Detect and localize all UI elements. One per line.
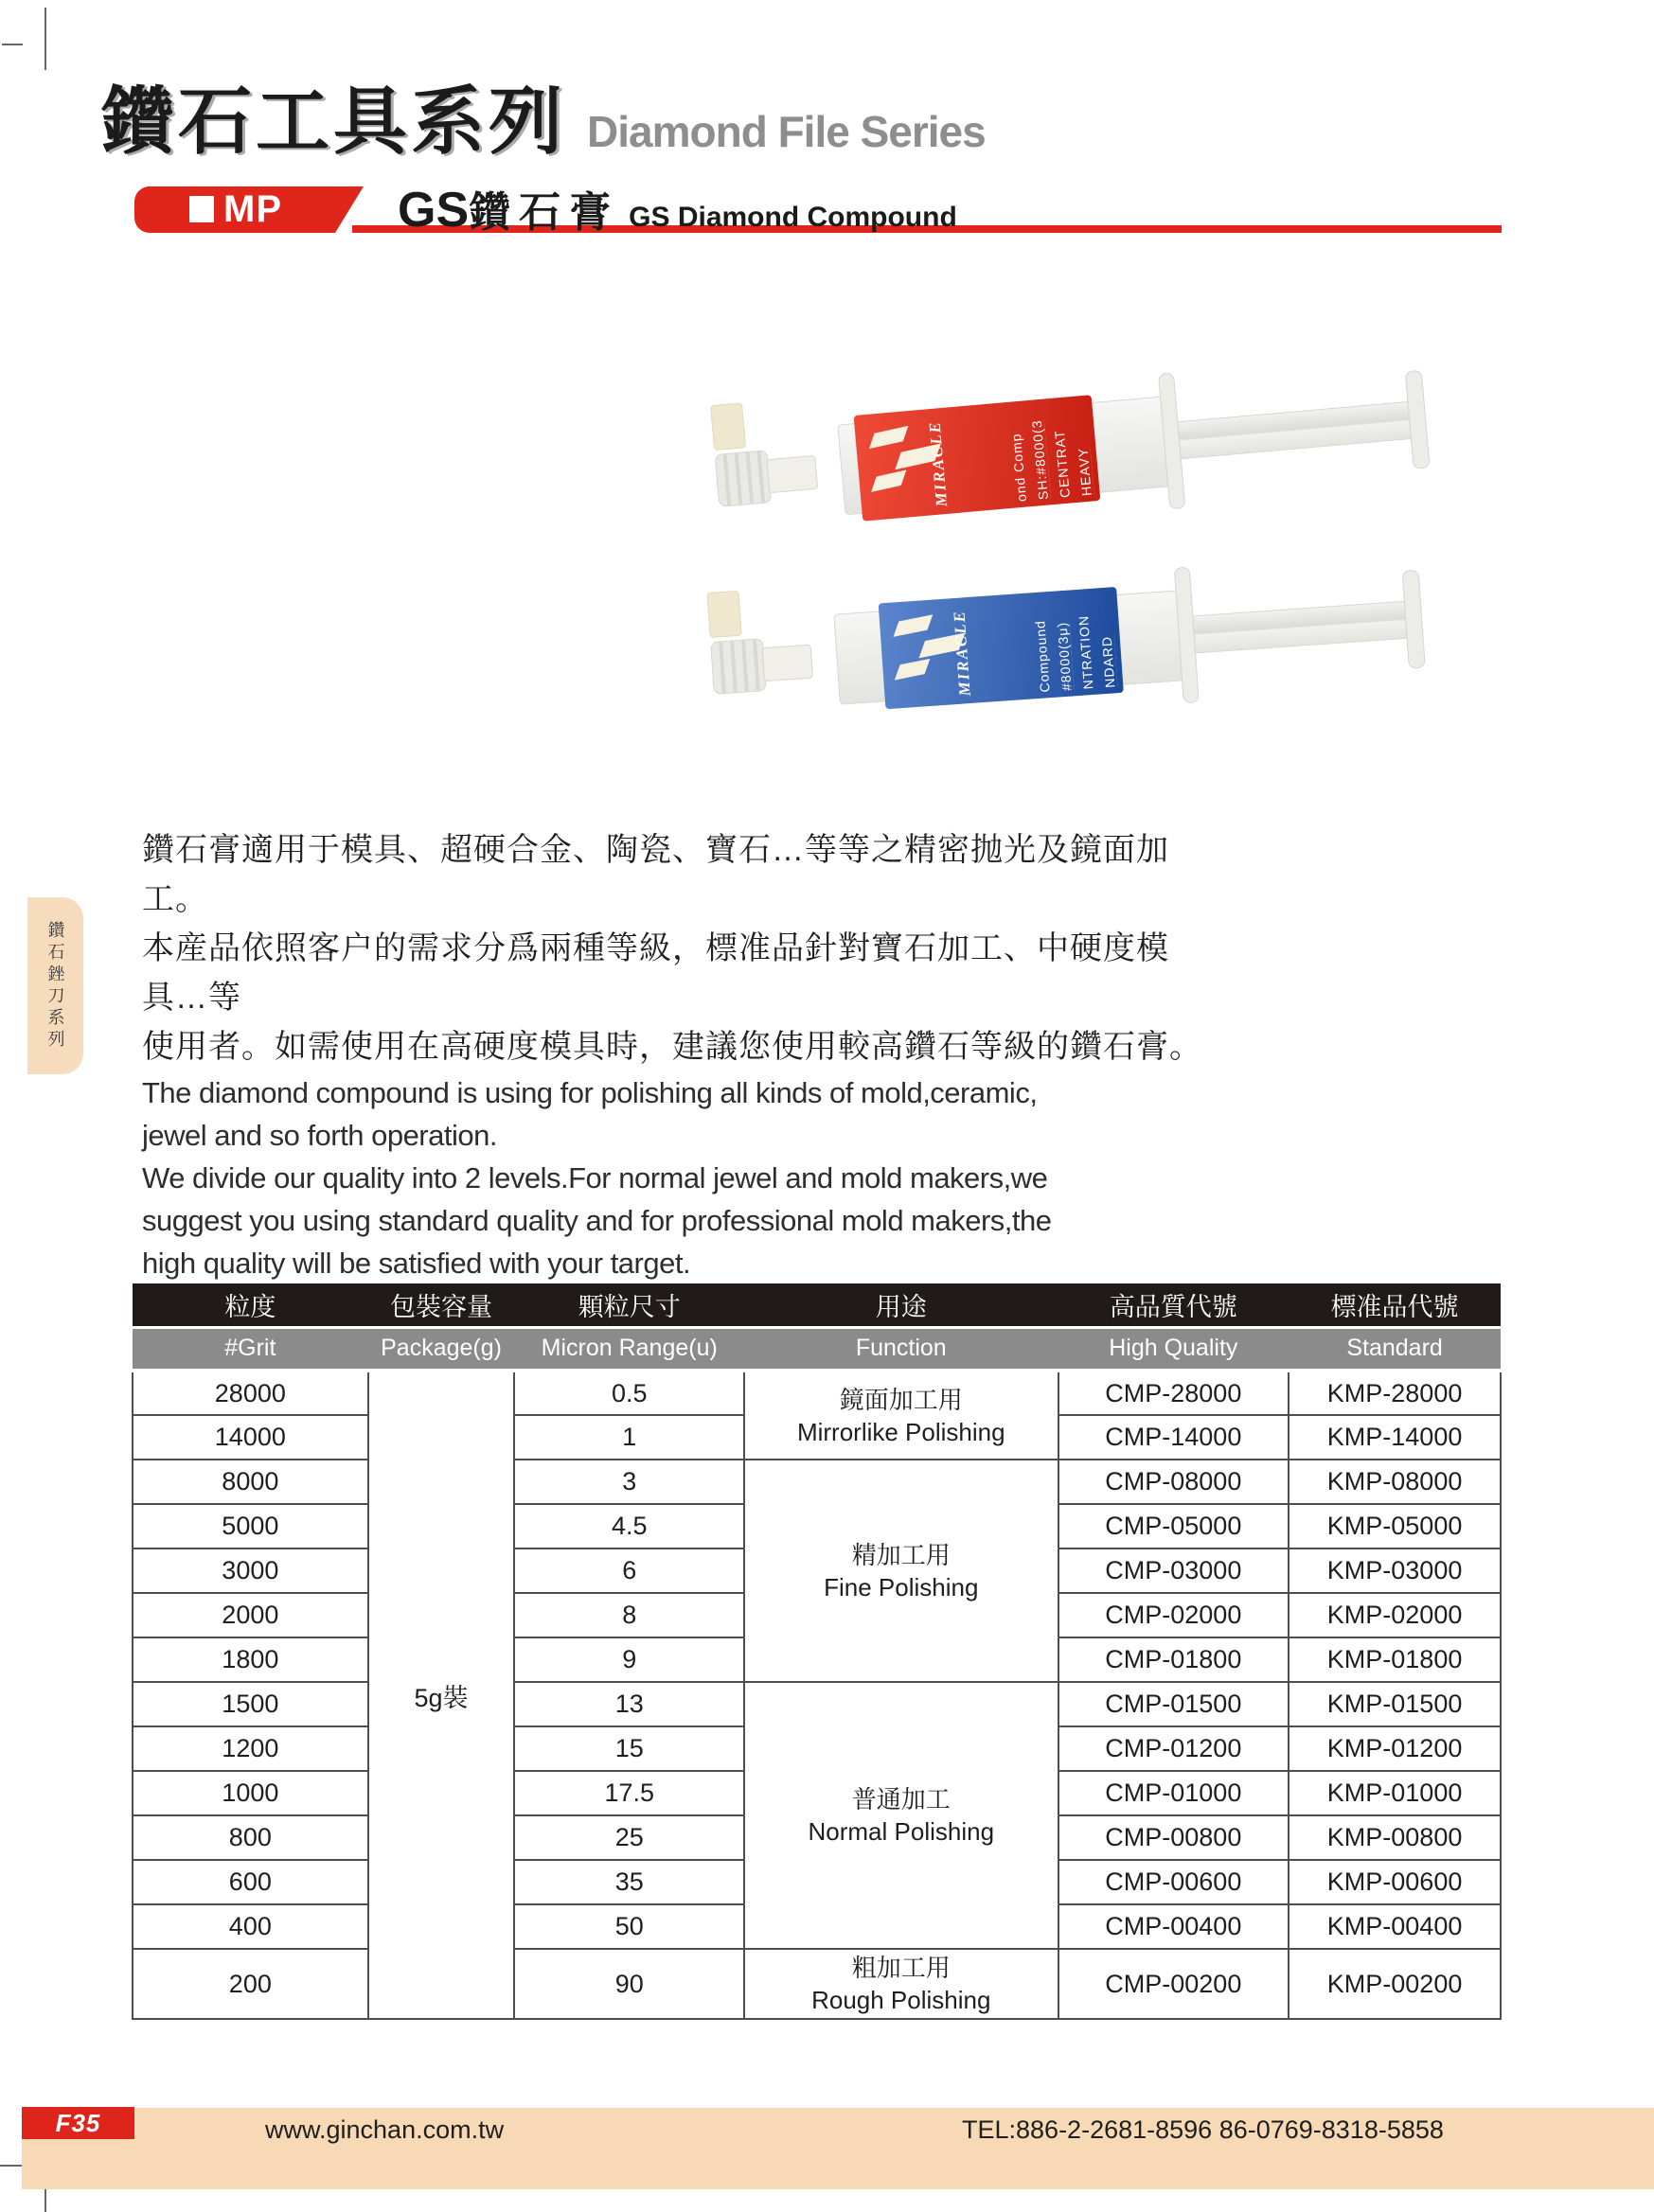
brand-name: MIRACLE — [950, 609, 974, 698]
footer-telephone: TEL:886-2-2681-8596 86-0769-8318-5858 — [962, 2115, 1444, 2144]
function-cell — [744, 1371, 1058, 1460]
col-header: 高品質代號 — [1058, 1283, 1289, 1327]
grit-cell: 1500 — [133, 1682, 368, 1726]
micron-cell: 0.5 — [514, 1371, 744, 1415]
table-row — [133, 1371, 1501, 1415]
syringe-thumb-rest — [1402, 570, 1426, 669]
cmp-code-cell: CMP-28000 — [1058, 1371, 1289, 1415]
cmp-code-cell: CMP-01000 — [1058, 1771, 1289, 1815]
label-line: CENTRAT — [1051, 429, 1073, 499]
col-header: 粒度 — [133, 1283, 368, 1327]
syringe-plunger — [1177, 401, 1414, 459]
subtitle-zh: 鑽石膏 — [469, 189, 620, 236]
page-title — [100, 62, 986, 168]
spec-table — [132, 1283, 1502, 2020]
subtitle-en: GS Diamond Compound — [629, 202, 957, 233]
label-line: Compound — [1032, 619, 1053, 694]
blue-syringe-label — [879, 587, 1124, 709]
col-header: 顆粒尺寸 — [514, 1283, 744, 1327]
cmp-code-cell: CMP-01500 — [1058, 1682, 1289, 1726]
micron-cell: 90 — [514, 1949, 744, 2019]
description-en-line: We divide our quality into 2 levels.For normal jewel and mold makers,we — [142, 1161, 1048, 1194]
micron-cell: 9 — [514, 1637, 744, 1682]
function-en: Rough Polishing — [811, 1986, 991, 2014]
description-en-line: high quality will be satisfied with your target. — [142, 1247, 691, 1280]
kmp-code-cell: KMP-00600 — [1289, 1860, 1501, 1904]
grit-cell: 14000 — [133, 1415, 368, 1460]
micron-cell: 3 — [514, 1460, 744, 1504]
grit-cell: 2000 — [133, 1593, 368, 1637]
mp-brand-badge — [134, 186, 335, 233]
col-header: Standard — [1289, 1327, 1501, 1371]
mp-badge-label: MP — [223, 188, 282, 230]
label-line: ond Comp — [1007, 432, 1030, 503]
brand-name: MIRACLE — [925, 419, 951, 508]
logo-bar-icon — [895, 659, 931, 681]
logo-bar-icon — [871, 469, 906, 491]
cmp-code-cell: CMP-05000 — [1058, 1504, 1289, 1548]
miracle-logo — [879, 597, 981, 710]
kmp-code-cell: KMP-02000 — [1289, 1593, 1501, 1637]
footer-website: www.ginchan.com.tw — [265, 2115, 505, 2144]
section-subtitle — [398, 178, 957, 239]
function-zh: 普通加工 — [851, 1785, 951, 1814]
crop-mark-bottom-horizontal — [0, 2165, 22, 2167]
description-en-line: jewel and so forth operation. — [142, 1119, 497, 1152]
function-cell — [744, 1460, 1058, 1682]
syringe-plunger — [1192, 601, 1410, 654]
table-row — [133, 1460, 1501, 1504]
red-syringe-product-image — [710, 341, 1459, 556]
col-header: 包裝容量 — [368, 1283, 515, 1327]
cmp-code-cell: CMP-00400 — [1058, 1904, 1289, 1949]
grit-cell: 5000 — [133, 1504, 368, 1548]
header-row-zh — [133, 1283, 1501, 1327]
label-line: NTRATION — [1076, 614, 1096, 690]
function-en: Fine Polishing — [824, 1572, 979, 1601]
miracle-logo — [854, 407, 958, 521]
grit-cell: 1200 — [133, 1726, 368, 1771]
micron-cell: 6 — [514, 1548, 744, 1593]
table-row — [133, 1949, 1501, 2019]
syringe-thumb-rest — [1405, 370, 1431, 469]
red-syringe-label — [854, 395, 1101, 522]
grit-cell: 3000 — [133, 1548, 368, 1593]
kmp-code-cell: KMP-05000 — [1289, 1504, 1501, 1548]
function-zh: 鏡面加工用 — [839, 1385, 963, 1414]
cmp-code-cell: CMP-08000 — [1058, 1460, 1289, 1504]
function-zh: 粗加工用 — [851, 1954, 951, 1982]
col-header: 用途 — [744, 1283, 1058, 1327]
subtitle-gs: GS — [398, 183, 470, 238]
kmp-code-cell: KMP-01800 — [1289, 1637, 1501, 1682]
col-header: Package(g) — [368, 1327, 515, 1371]
description-zh-line: 鑽石膏適用于模具、超硬合金、陶瓷、寶石…等等之精密抛光及鏡面加工。 — [142, 832, 1169, 917]
product-description — [142, 825, 1212, 1284]
table-row — [133, 1682, 1501, 1726]
grit-cell: 400 — [133, 1904, 368, 1949]
syringe-paste — [706, 591, 741, 638]
kmp-code-cell: KMP-00200 — [1289, 1949, 1501, 2019]
grit-cell: 1000 — [133, 1771, 368, 1815]
micron-cell: 8 — [514, 1593, 744, 1637]
syringe-paste — [710, 402, 746, 451]
micron-cell: 25 — [514, 1815, 744, 1860]
sidebar-series-tab — [27, 897, 83, 1074]
kmp-code-cell: KMP-01500 — [1289, 1682, 1501, 1726]
syringe-cap — [715, 450, 773, 507]
grit-cell: 600 — [133, 1860, 368, 1904]
micron-cell: 35 — [514, 1860, 744, 1904]
description-en-line: suggest you using standard quality and for professional mold makers,the — [142, 1204, 1052, 1237]
cmp-code-cell: CMP-01200 — [1058, 1726, 1289, 1771]
grit-cell: 28000 — [133, 1371, 368, 1415]
cmp-code-cell: CMP-03000 — [1058, 1548, 1289, 1593]
logo-bar-icon — [893, 614, 933, 637]
col-header: Function — [744, 1327, 1058, 1371]
mp-badge-square-icon — [189, 196, 214, 222]
col-header: 標准品代號 — [1289, 1283, 1501, 1327]
kmp-code-cell: KMP-08000 — [1289, 1460, 1501, 1504]
syringe-nozzle — [766, 455, 818, 493]
kmp-code-cell: KMP-03000 — [1289, 1548, 1501, 1593]
grit-cell: 800 — [133, 1815, 368, 1860]
kmp-code-cell: KMP-28000 — [1289, 1371, 1501, 1415]
footer-band — [22, 2108, 1654, 2189]
function-cell — [744, 1949, 1058, 2019]
label-text-lines — [949, 395, 1100, 513]
cmp-code-cell: CMP-14000 — [1058, 1415, 1289, 1460]
page-number-badge — [22, 2107, 134, 2139]
page-title-zh: 鑽石工具系列 — [100, 80, 567, 163]
blue-syringe-product-image — [706, 541, 1453, 744]
function-cell — [744, 1682, 1058, 1949]
micron-cell: 50 — [514, 1904, 744, 1949]
micron-cell: 15 — [514, 1726, 744, 1771]
cmp-code-cell: CMP-02000 — [1058, 1593, 1289, 1637]
description-zh-line: 使用者。如需使用在高硬度模具時，建議您使用較高鑽石等級的鑽石膏。 — [142, 1029, 1202, 1065]
description-zh-line: 本産品依照客户的需求分爲兩種等級，標准品針對寶石加工、中硬度模具…等 — [142, 930, 1169, 1016]
grit-cell: 8000 — [133, 1460, 368, 1504]
function-en: Normal Polishing — [808, 1817, 995, 1846]
function-zh: 精加工用 — [851, 1540, 951, 1569]
cmp-code-cell: CMP-00800 — [1058, 1815, 1289, 1860]
cmp-code-cell: CMP-00200 — [1058, 1949, 1289, 2019]
micron-cell: 1 — [514, 1415, 744, 1460]
kmp-code-cell: KMP-00400 — [1289, 1904, 1501, 1949]
kmp-code-cell: KMP-00800 — [1289, 1815, 1501, 1860]
package-cell: 5g裝 — [368, 1371, 515, 2019]
description-en-line: The diamond compound is using for polishing all kinds of mold,ceramic, — [142, 1076, 1038, 1109]
label-line: SH:#8000(3 — [1028, 418, 1052, 501]
label-text-lines — [973, 587, 1124, 702]
kmp-code-cell: KMP-14000 — [1289, 1415, 1501, 1460]
micron-cell: 4.5 — [514, 1504, 744, 1548]
col-header: #Grit — [133, 1327, 368, 1371]
grit-cell: 200 — [133, 1949, 368, 2019]
kmp-code-cell: KMP-01200 — [1289, 1726, 1501, 1771]
cmp-code-cell: CMP-00600 — [1058, 1860, 1289, 1904]
micron-cell: 13 — [514, 1682, 744, 1726]
header-row-en — [133, 1327, 1501, 1371]
page-title-en: Diamond File Series — [587, 107, 986, 156]
label-line: HEAVY — [1075, 447, 1094, 497]
cmp-code-cell: CMP-01800 — [1058, 1637, 1289, 1682]
crop-mark-bottom-vertical — [44, 2189, 46, 2212]
syringe-cap — [710, 638, 767, 695]
page-number: F35 — [55, 2108, 101, 2137]
syringe-nozzle — [762, 645, 813, 682]
function-en: Mirrorlike Polishing — [796, 1417, 1005, 1446]
crop-mark-top-horizontal — [2, 44, 23, 45]
micron-cell: 17.5 — [514, 1771, 744, 1815]
grit-cell: 1800 — [133, 1637, 368, 1682]
label-line: #8000(3μ) — [1054, 621, 1075, 692]
crop-mark-top-vertical — [44, 8, 46, 70]
col-header: High Quality — [1058, 1327, 1289, 1371]
kmp-code-cell: KMP-01000 — [1289, 1771, 1501, 1815]
label-line: NDARD — [1098, 635, 1118, 689]
sidebar-series-label: 鑽石銼刀系列 — [45, 920, 65, 1052]
col-header: Micron Range(u) — [514, 1327, 744, 1371]
logo-bar-icon — [869, 426, 908, 449]
